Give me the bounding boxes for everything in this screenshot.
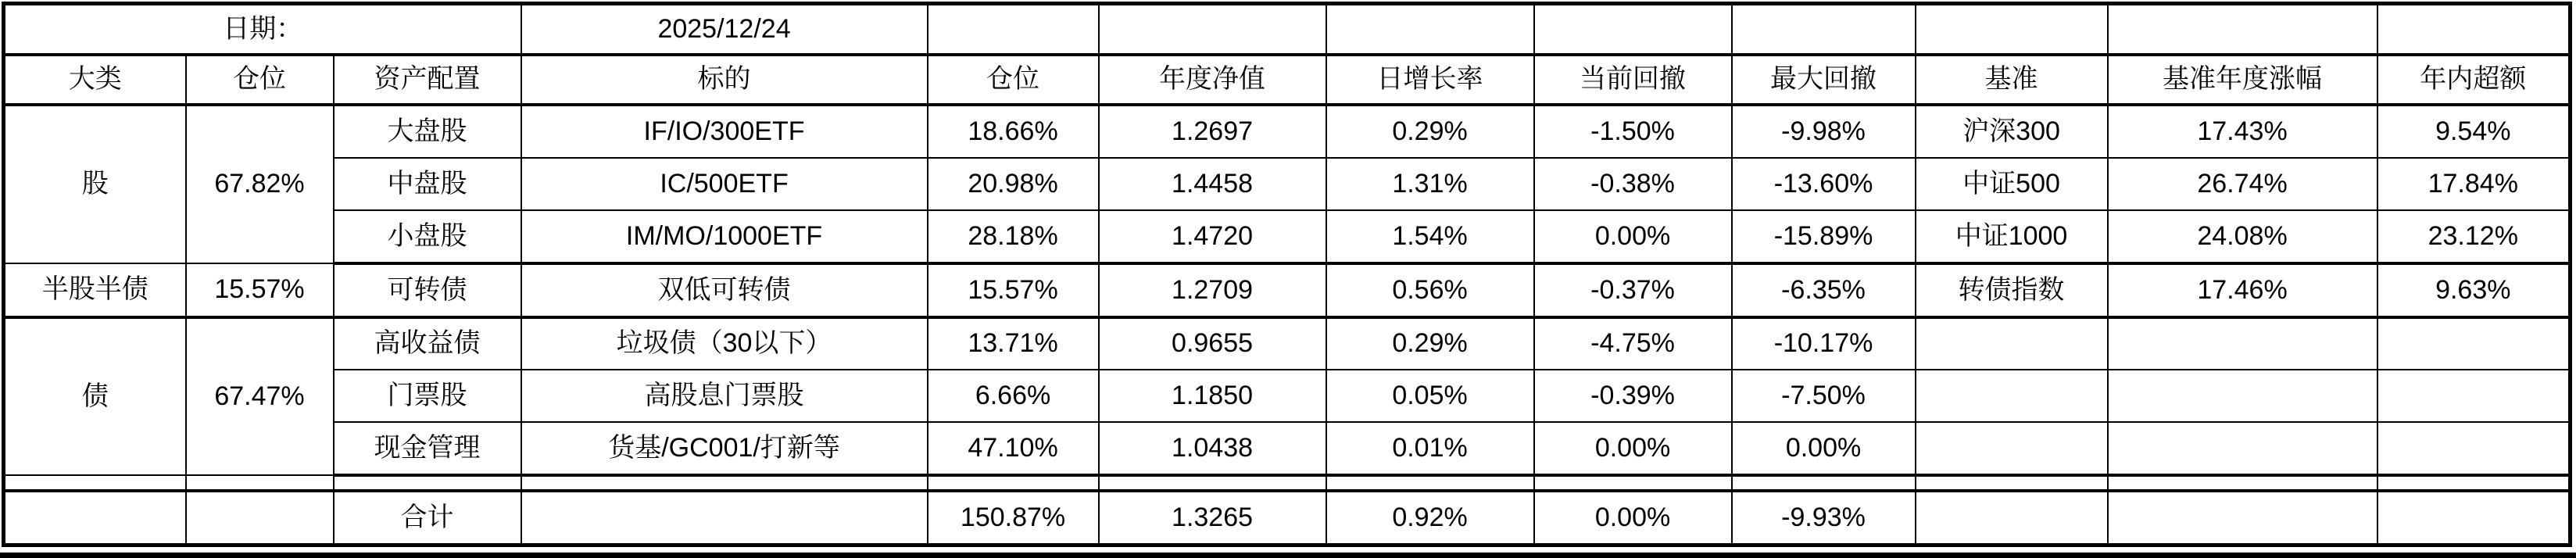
empty-cell[interactable] xyxy=(186,491,334,545)
header-benchmark-annual-gain[interactable]: 基准年度涨幅 xyxy=(2108,55,2377,106)
empty-cell[interactable] xyxy=(186,475,334,491)
alloc-cell[interactable]: 中盘股 xyxy=(334,158,521,210)
position-cell[interactable]: 47.10% xyxy=(928,422,1099,475)
portfolio-sheet xyxy=(2,2,2573,550)
position-cell[interactable]: 20.98% xyxy=(928,158,1099,210)
alloc-cell[interactable]: 大盘股 xyxy=(334,105,521,158)
nav-cell[interactable]: 1.4458 xyxy=(1099,158,1326,210)
max-drawdown-cell[interactable]: -10.17% xyxy=(1732,317,1916,370)
target-cell[interactable]: 双低可转债 xyxy=(521,263,928,317)
daily-growth-cell[interactable]: 1.54% xyxy=(1326,210,1534,263)
target-cell[interactable]: IM/MO/1000ETF xyxy=(521,210,928,263)
position-cell[interactable]: 15.57% xyxy=(928,263,1099,317)
position-cell[interactable]: 6.66% xyxy=(928,370,1099,422)
benchmark-gain-cell[interactable]: 17.43% xyxy=(2108,105,2377,158)
excess-cell[interactable]: 17.84% xyxy=(2377,158,2571,210)
benchmark-gain-cell[interactable] xyxy=(2108,370,2377,422)
daily-growth-cell[interactable]: 0.29% xyxy=(1326,105,1534,158)
current-drawdown-cell[interactable]: -0.39% xyxy=(1534,370,1732,422)
table-row xyxy=(4,210,2571,263)
excess-cell[interactable]: 23.12% xyxy=(2377,210,2571,263)
target-cell[interactable]: 货基/GC001/打新等 xyxy=(521,422,928,475)
total-nav-cell[interactable]: 1.3265 xyxy=(1099,491,1326,545)
alloc-cell[interactable]: 门票股 xyxy=(334,370,521,422)
header-category[interactable]: 大类 xyxy=(4,55,186,106)
table-row xyxy=(4,158,2571,210)
current-drawdown-cell[interactable]: -0.38% xyxy=(1534,158,1732,210)
benchmark-cell[interactable]: 中证500 xyxy=(1916,158,2108,210)
empty-cell[interactable] xyxy=(1534,4,1732,55)
benchmark-cell[interactable]: 沪深300 xyxy=(1916,105,2108,158)
nav-cell[interactable]: 1.0438 xyxy=(1099,422,1326,475)
total-daily-growth-cell[interactable]: 0.92% xyxy=(1326,491,1534,545)
target-cell[interactable]: 高股息门票股 xyxy=(521,370,928,422)
table-row xyxy=(4,105,2571,158)
nav-cell[interactable]: 1.4720 xyxy=(1099,210,1326,263)
benchmark-cell[interactable] xyxy=(1916,317,2108,370)
alloc-cell[interactable]: 可转债 xyxy=(334,263,521,317)
target-cell[interactable]: IC/500ETF xyxy=(521,158,928,210)
benchmark-gain-cell[interactable]: 24.08% xyxy=(2108,210,2377,263)
empty-cell[interactable] xyxy=(928,475,1099,491)
excess-cell[interactable] xyxy=(2377,370,2571,422)
nav-cell[interactable]: 0.9655 xyxy=(1099,317,1326,370)
empty-cell[interactable] xyxy=(1534,475,1732,491)
position-cell[interactable]: 18.66% xyxy=(928,105,1099,158)
benchmark-cell[interactable]: 转债指数 xyxy=(1916,263,2108,317)
category-cell-bond[interactable]: 债 xyxy=(4,317,186,475)
table-row xyxy=(4,422,2571,475)
empty-cell[interactable] xyxy=(1326,4,1534,55)
total-label-cell[interactable]: 合计 xyxy=(334,491,521,545)
empty-cell[interactable] xyxy=(4,491,186,545)
position-cell-hybrid[interactable]: 15.57% xyxy=(186,263,334,317)
category-cell-hybrid[interactable]: 半股半债 xyxy=(4,263,186,317)
header-daily-growth[interactable]: 日增长率 xyxy=(1326,55,1534,106)
benchmark-cell[interactable] xyxy=(1916,370,2108,422)
empty-cell[interactable] xyxy=(2108,475,2377,491)
total-position-cell[interactable]: 150.87% xyxy=(928,491,1099,545)
bottom-border-bar xyxy=(0,553,2576,558)
nav-cell[interactable]: 1.2709 xyxy=(1099,263,1326,317)
empty-cell[interactable] xyxy=(928,4,1099,55)
benchmark-gain-cell[interactable]: 17.46% xyxy=(2108,263,2377,317)
position-cell-stock[interactable]: 67.82% xyxy=(186,105,334,263)
header-max-drawdown[interactable]: 最大回撤 xyxy=(1732,55,1916,106)
header-position-2[interactable]: 仓位 xyxy=(928,55,1099,106)
header-row xyxy=(4,55,2571,106)
max-drawdown-cell[interactable]: -7.50% xyxy=(1732,370,1916,422)
current-drawdown-cell[interactable]: -4.75% xyxy=(1534,317,1732,370)
header-benchmark[interactable]: 基准 xyxy=(1916,55,2108,106)
total-row xyxy=(4,491,2571,545)
spacer-row xyxy=(4,475,2571,491)
daily-growth-cell[interactable]: 1.31% xyxy=(1326,158,1534,210)
max-drawdown-cell[interactable]: 0.00% xyxy=(1732,422,1916,475)
empty-cell[interactable] xyxy=(2108,491,2377,545)
table-row xyxy=(4,370,2571,422)
excess-cell[interactable] xyxy=(2377,317,2571,370)
alloc-cell[interactable]: 高收益债 xyxy=(334,317,521,370)
max-drawdown-cell[interactable]: -9.98% xyxy=(1732,105,1916,158)
table-row xyxy=(4,263,2571,317)
portfolio-table xyxy=(2,2,2572,547)
daily-growth-cell[interactable]: 0.56% xyxy=(1326,263,1534,317)
benchmark-gain-cell[interactable] xyxy=(2108,317,2377,370)
daily-growth-cell[interactable]: 0.01% xyxy=(1326,422,1534,475)
excess-cell[interactable] xyxy=(2377,422,2571,475)
excess-cell[interactable]: 9.54% xyxy=(2377,105,2571,158)
empty-cell[interactable] xyxy=(334,475,521,491)
max-drawdown-cell[interactable]: -13.60% xyxy=(1732,158,1916,210)
table-row xyxy=(4,317,2571,370)
benchmark-cell[interactable]: 中证1000 xyxy=(1916,210,2108,263)
current-drawdown-cell[interactable]: 0.00% xyxy=(1534,422,1732,475)
benchmark-cell[interactable] xyxy=(1916,422,2108,475)
header-current-drawdown[interactable]: 当前回撤 xyxy=(1534,55,1732,106)
empty-cell[interactable] xyxy=(521,475,928,491)
target-cell[interactable]: IF/IO/300ETF xyxy=(521,105,928,158)
position-cell-bond[interactable]: 67.47% xyxy=(186,317,334,475)
empty-cell[interactable] xyxy=(1916,491,2108,545)
header-allocation[interactable]: 资产配置 xyxy=(334,55,521,106)
total-current-drawdown-cell[interactable]: 0.00% xyxy=(1534,491,1732,545)
category-cell-stock[interactable]: 股 xyxy=(4,105,186,263)
header-target[interactable]: 标的 xyxy=(521,55,928,106)
header-position-1[interactable]: 仓位 xyxy=(186,55,334,106)
empty-cell[interactable] xyxy=(2377,491,2571,545)
date-row xyxy=(4,4,2571,55)
empty-cell[interactable] xyxy=(521,491,928,545)
current-drawdown-cell[interactable]: 0.00% xyxy=(1534,210,1732,263)
date-value-cell[interactable]: 2025/12/24 xyxy=(521,4,928,55)
date-label-cell[interactable]: 日期： xyxy=(4,4,521,55)
current-drawdown-cell[interactable]: -0.37% xyxy=(1534,263,1732,317)
benchmark-gain-cell[interactable]: 26.74% xyxy=(2108,158,2377,210)
nav-cell[interactable]: 1.1850 xyxy=(1099,370,1326,422)
header-annual-nav[interactable]: 年度净值 xyxy=(1099,55,1326,106)
benchmark-gain-cell[interactable] xyxy=(2108,422,2377,475)
max-drawdown-cell[interactable]: -6.35% xyxy=(1732,263,1916,317)
daily-growth-cell[interactable]: 0.29% xyxy=(1326,317,1534,370)
alloc-cell[interactable]: 小盘股 xyxy=(334,210,521,263)
empty-cell[interactable] xyxy=(1916,475,2108,491)
target-cell[interactable]: 垃圾债（30以下） xyxy=(521,317,928,370)
empty-cell[interactable] xyxy=(2377,475,2571,491)
empty-cell[interactable] xyxy=(4,475,186,491)
empty-cell[interactable] xyxy=(1916,4,2108,55)
current-drawdown-cell[interactable]: -1.50% xyxy=(1534,105,1732,158)
total-max-drawdown-cell[interactable]: -9.93% xyxy=(1732,491,1916,545)
nav-cell[interactable]: 1.2697 xyxy=(1099,105,1326,158)
empty-cell[interactable] xyxy=(1732,475,1916,491)
empty-cell[interactable] xyxy=(1099,4,1326,55)
alloc-cell[interactable]: 现金管理 xyxy=(334,422,521,475)
position-cell[interactable]: 28.18% xyxy=(928,210,1099,263)
excess-cell[interactable]: 9.63% xyxy=(2377,263,2571,317)
empty-cell[interactable] xyxy=(1732,4,1916,55)
daily-growth-cell[interactable]: 0.05% xyxy=(1326,370,1534,422)
header-ytd-excess[interactable]: 年内超额 xyxy=(2377,55,2571,106)
max-drawdown-cell[interactable]: -15.89% xyxy=(1732,210,1916,263)
position-cell[interactable]: 13.71% xyxy=(928,317,1099,370)
empty-cell[interactable] xyxy=(2108,4,2377,55)
empty-cell[interactable] xyxy=(1326,475,1534,491)
empty-cell[interactable] xyxy=(2377,4,2571,55)
empty-cell[interactable] xyxy=(1099,475,1326,491)
